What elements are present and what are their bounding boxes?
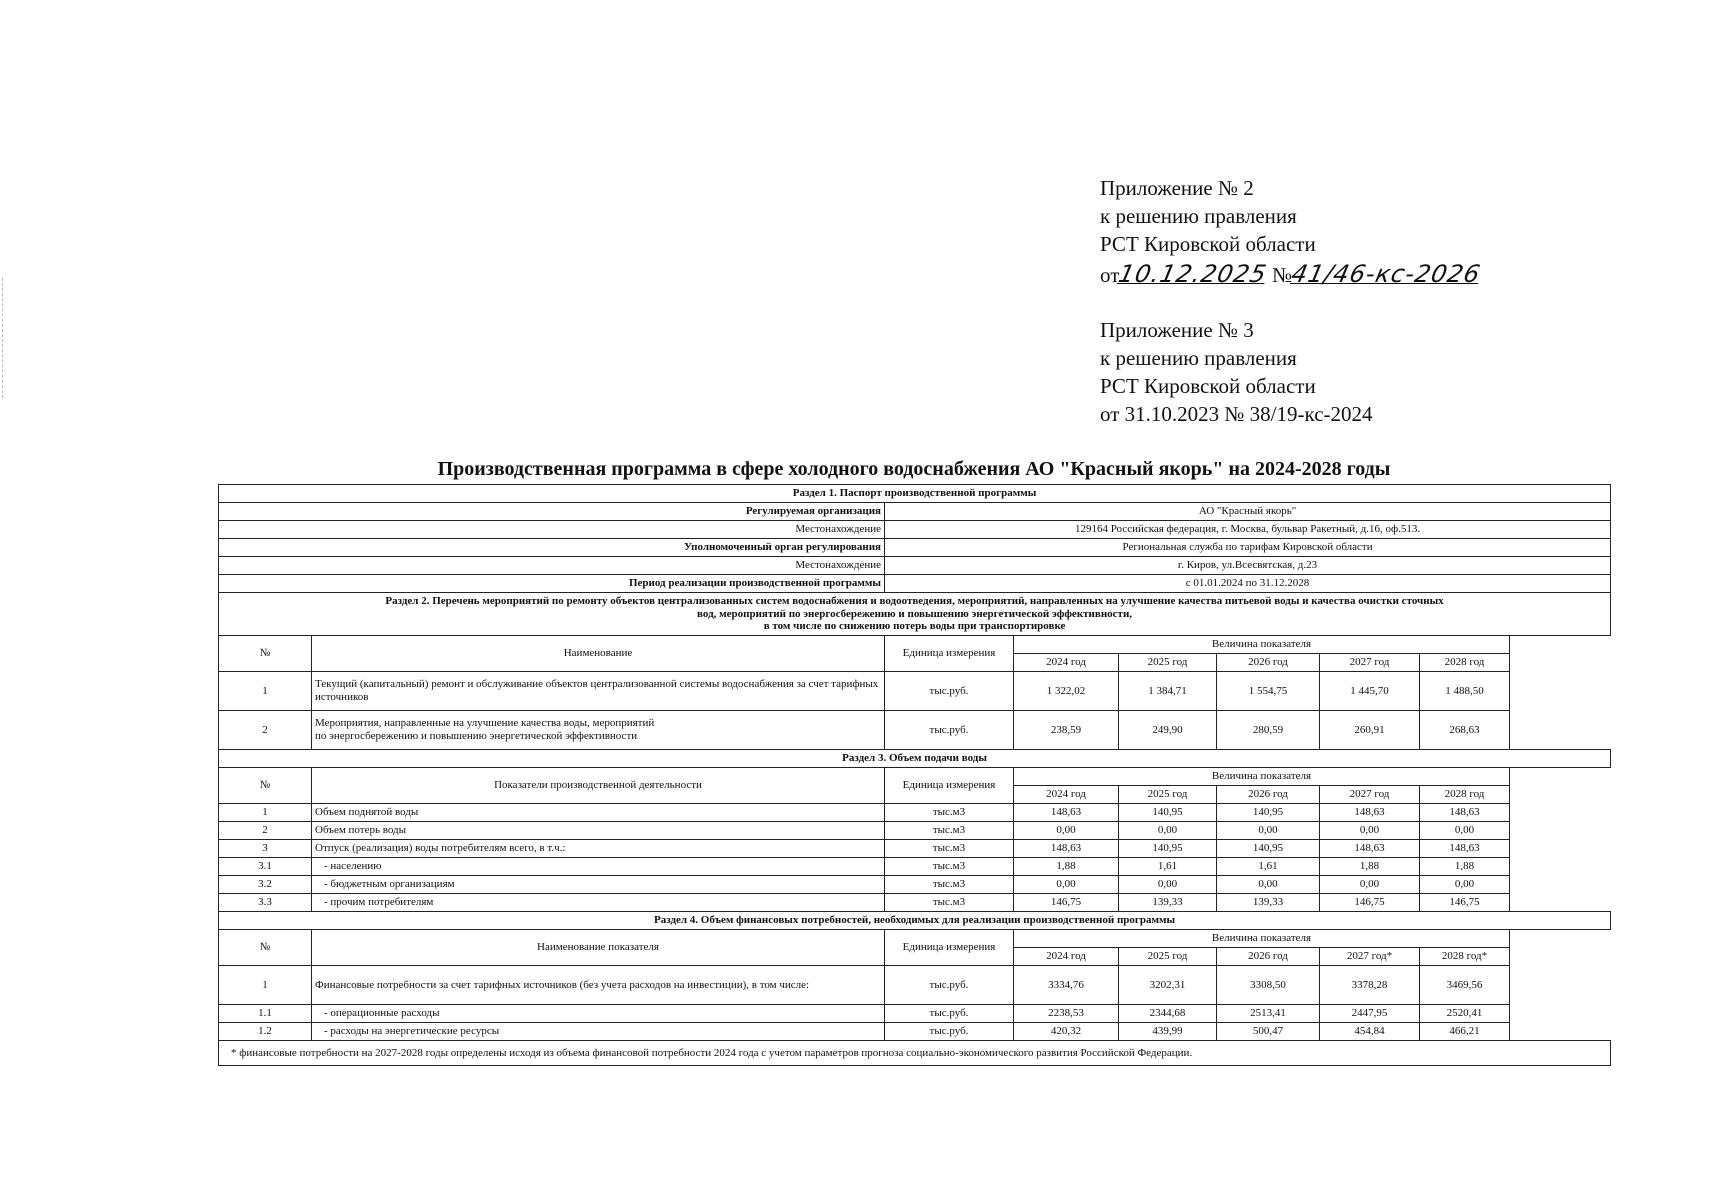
row-value: 3378,28 (1320, 965, 1420, 1004)
row-name: - прочим потребителям (312, 893, 885, 911)
row-name: - бюджетным организациям (312, 875, 885, 893)
scan-edge-mark (2, 278, 4, 398)
table-row (219, 965, 1611, 1004)
footnote-row (219, 1040, 1611, 1065)
section2-heading-row (219, 593, 1611, 636)
row-value: 146,75 (1320, 893, 1420, 911)
row-no: 1 (219, 671, 312, 710)
row-unit: тыс.руб. (885, 671, 1014, 710)
table-row (219, 839, 1611, 857)
appendix-current-line1: Приложение № 2 (1100, 176, 1254, 200)
row-name: Объем потерь воды (312, 821, 885, 839)
row-value: 420,32 (1014, 1022, 1119, 1040)
row-value: 0,00 (1420, 875, 1510, 893)
from-prefix: от (1100, 263, 1120, 287)
row-value: 268,63 (1420, 710, 1510, 749)
year-header: 2026 год (1217, 947, 1320, 965)
table-row (219, 1022, 1611, 1040)
row-value: 139,33 (1217, 893, 1320, 911)
appendix-current-line4 (1100, 262, 1721, 286)
row-value: 140,95 (1119, 803, 1217, 821)
row-value: 3334,76 (1014, 965, 1119, 1004)
row-value: 1,88 (1014, 857, 1119, 875)
row-name: Финансовые потребности за счет тарифных источников (без учета расходов на инвестиции), в том числе: (312, 965, 885, 1004)
row-value: 1 445,70 (1320, 671, 1420, 710)
row-name-line1: Мероприятия, направленные на улучшение качества воды, мероприятий (315, 717, 655, 730)
row-value: 0,00 (1014, 875, 1119, 893)
appendix-original-line4: от 31.10.2023 № 38/19-кс-2024 (1100, 402, 1373, 426)
row-value: 0,00 (1420, 821, 1510, 839)
passport-value: АО "Красный якорь" (885, 503, 1611, 521)
appendix-current-line3: РСТ Кировской области (1100, 232, 1316, 256)
passport-value: 129164 Российская федерация, г. Москва, бульвар Ракетный, д.16, оф.513. (885, 521, 1611, 539)
row-unit: тыс.м3 (885, 893, 1014, 911)
passport-row (219, 539, 1611, 557)
row-value: 3308,50 (1217, 965, 1320, 1004)
row-value: 1,61 (1217, 857, 1320, 875)
row-value: 2513,41 (1217, 1004, 1320, 1022)
passport-row (219, 521, 1611, 539)
row-unit: тыс.м3 (885, 803, 1014, 821)
row-value: 1,88 (1420, 857, 1510, 875)
row-value: 148,63 (1014, 803, 1119, 821)
table-row (219, 803, 1611, 821)
col-header-name: Показатели производственной деятельности (312, 767, 885, 803)
col-header-value: Величина показателя (1014, 635, 1510, 653)
row-value: 0,00 (1119, 875, 1217, 893)
row-value: 0,00 (1217, 875, 1320, 893)
handwritten-date: 10.12.2025 (1116, 260, 1270, 288)
year-header: 2026 год (1217, 785, 1320, 803)
appendix-original-line3: РСТ Кировской области (1100, 374, 1316, 398)
row-value: 500,47 (1217, 1022, 1320, 1040)
row-value: 1,88 (1320, 857, 1420, 875)
row-value: 2520,41 (1420, 1004, 1510, 1022)
year-header: 2024 год (1014, 653, 1119, 671)
section2-heading (219, 593, 1611, 636)
year-header: 2025 год (1119, 947, 1217, 965)
passport-label: Местонахождение (219, 521, 885, 539)
row-value: 466,21 (1420, 1022, 1510, 1040)
handwritten-number: 41/46-кс-2026 (1289, 260, 1484, 288)
row-no: 1 (219, 965, 312, 1004)
appendix-current-block (1100, 178, 1721, 293)
passport-value: г. Киров, ул.Всесвятская, д.23 (885, 557, 1611, 575)
row-name-line2: по энергосбережению и повышению энергетической эффективности (315, 729, 638, 742)
col-header-no: № (219, 635, 312, 671)
row-value: 0,00 (1217, 821, 1320, 839)
section4-heading: Раздел 4. Объем финансовых потребностей, необходимых для реализации производственной программы (219, 911, 1611, 929)
col-header-unit: Единица измерения (885, 635, 1014, 671)
row-value: 3202,31 (1119, 965, 1217, 1004)
row-value: 3469,56 (1420, 965, 1510, 1004)
appendix-original-line2: к решению правления (1100, 346, 1297, 370)
row-value: 238,59 (1014, 710, 1119, 749)
row-name: - расходы на энергетические ресурсы (312, 1022, 885, 1040)
row-no: 3 (219, 839, 312, 857)
row-value: 148,63 (1420, 803, 1510, 821)
row-value: 0,00 (1014, 821, 1119, 839)
row-unit: тыс.руб. (885, 710, 1014, 749)
section2-header-row (219, 635, 1611, 653)
row-name: Отпуск (реализация) воды потребителям всего, в т.ч.: (312, 839, 885, 857)
table-row (219, 1004, 1611, 1022)
row-value: 2238,53 (1014, 1004, 1119, 1022)
row-value: 140,95 (1119, 839, 1217, 857)
passport-label: Местонахождение (219, 557, 885, 575)
footnote: * финансовые потребности на 2027-2028 годы определены исходя из объема финансовой потребности 2024 года с учетом параметров прогноза социально-экономического развития Российской Федерации. (219, 1040, 1611, 1065)
year-header: 2027 год* (1320, 947, 1420, 965)
row-name: - операционные расходы (312, 1004, 885, 1022)
passport-row (219, 575, 1611, 593)
row-value: 2344,68 (1119, 1004, 1217, 1022)
section2-heading-line2: вод, мероприятий по энергосбережению и повышению энергетической эффективности, (697, 607, 1133, 620)
table-row (219, 857, 1611, 875)
section2-heading-line1: Раздел 2. Перечень мероприятий по ремонту объектов централизованных систем водоснабжения и водоотведения, мероприятий, направленных на улучшение качества питьевой воды и качества очистки сточных (385, 595, 1444, 607)
row-no: 3.3 (219, 893, 312, 911)
row-value: 1 322,02 (1014, 671, 1119, 710)
col-header-no: № (219, 767, 312, 803)
section4-header-row (219, 929, 1611, 947)
document-title: Производственная программа в сфере холодного водоснабжения АО "Красный якорь" на 2024-2028 годы (437, 458, 1391, 480)
table-row (219, 821, 1611, 839)
passport-value: Региональная служба по тарифам Кировской области (885, 539, 1611, 557)
col-header-no: № (219, 929, 312, 965)
row-unit: тыс.м3 (885, 839, 1014, 857)
row-name: Текущий (капитальный) ремонт и обслуживание объектов централизованной системы водоснабжения за счет тарифных источников (312, 671, 885, 710)
passport-row (219, 557, 1611, 575)
section3-heading-row (219, 749, 1611, 767)
passport-label: Период реализации производственной программы (219, 575, 885, 593)
passport-row (219, 503, 1611, 521)
row-value: 1 488,50 (1420, 671, 1510, 710)
number-prefix: № (1272, 263, 1293, 287)
row-value: 140,95 (1217, 839, 1320, 857)
row-value: 1,61 (1119, 857, 1217, 875)
row-value: 146,75 (1420, 893, 1510, 911)
section2-heading-line3: в том числе по снижению потерь воды при транспортировке (763, 620, 1066, 633)
section3-heading: Раздел 3. Объем подачи воды (219, 749, 1611, 767)
row-value: 249,90 (1119, 710, 1217, 749)
col-header-name: Наименование показателя (312, 929, 885, 965)
row-unit: тыс.руб. (885, 1004, 1014, 1022)
row-value: 280,59 (1217, 710, 1320, 749)
row-value: 148,63 (1014, 839, 1119, 857)
row-unit: тыс.м3 (885, 875, 1014, 893)
year-header: 2025 год (1119, 785, 1217, 803)
col-header-name: Наименование (312, 635, 885, 671)
passport-value: с 01.01.2024 по 31.12.2028 (885, 575, 1611, 593)
row-value: 139,33 (1119, 893, 1217, 911)
row-name: - населению (312, 857, 885, 875)
passport-label: Регулируемая организация (219, 503, 885, 521)
section1-heading-row (219, 485, 1611, 503)
year-header: 2026 год (1217, 653, 1320, 671)
year-header: 2024 год (1014, 785, 1119, 803)
table-row (219, 671, 1611, 710)
row-value: 146,75 (1014, 893, 1119, 911)
row-no: 3.1 (219, 857, 312, 875)
year-header: 2028 год (1420, 653, 1510, 671)
section4-heading-row (219, 911, 1611, 929)
row-no: 1.1 (219, 1004, 312, 1022)
section1-heading: Раздел 1. Паспорт производственной программы (219, 485, 1611, 503)
row-value: 1 384,71 (1119, 671, 1217, 710)
row-value: 0,00 (1320, 821, 1420, 839)
year-header: 2024 год (1014, 947, 1119, 965)
year-header: 2025 год (1119, 653, 1217, 671)
row-no: 3.2 (219, 875, 312, 893)
col-header-unit: Единица измерения (885, 767, 1014, 803)
row-value: 148,63 (1320, 839, 1420, 857)
table-row (219, 875, 1611, 893)
row-no: 2 (219, 821, 312, 839)
row-value: 2447,95 (1320, 1004, 1420, 1022)
appendix-original-line1: Приложение № 3 (1100, 318, 1254, 342)
col-header-value: Величина показателя (1014, 929, 1510, 947)
row-unit: тыс.руб. (885, 1022, 1014, 1040)
row-value: 148,63 (1320, 803, 1420, 821)
year-header: 2027 год (1320, 785, 1420, 803)
col-header-value: Величина показателя (1014, 767, 1510, 785)
row-value: 0,00 (1320, 875, 1420, 893)
year-header: 2028 год (1420, 785, 1510, 803)
row-unit: тыс.м3 (885, 821, 1014, 839)
passport-label: Уполномоченный орган регулирования (219, 539, 885, 557)
col-header-unit: Единица измерения (885, 929, 1014, 965)
year-header: 2028 год* (1420, 947, 1510, 965)
table-row (219, 710, 1611, 749)
row-value: 1 554,75 (1217, 671, 1320, 710)
row-value: 0,00 (1119, 821, 1217, 839)
row-value: 439,99 (1119, 1022, 1217, 1040)
row-name: Объем поднятой воды (312, 803, 885, 821)
row-value: 140,95 (1217, 803, 1320, 821)
section3-header-row (219, 767, 1611, 785)
row-value: 148,63 (1420, 839, 1510, 857)
program-table (218, 484, 1611, 1066)
appendix-current-line2: к решению правления (1100, 204, 1297, 228)
row-no: 1 (219, 803, 312, 821)
row-unit: тыс.руб. (885, 965, 1014, 1004)
row-no: 2 (219, 710, 312, 749)
row-unit: тыс.м3 (885, 857, 1014, 875)
year-header: 2027 год (1320, 653, 1420, 671)
row-name (312, 710, 885, 749)
table-row (219, 893, 1611, 911)
appendix-original-block (1100, 320, 1721, 432)
row-value: 454,84 (1320, 1022, 1420, 1040)
row-no: 1.2 (219, 1022, 312, 1040)
row-value: 260,91 (1320, 710, 1420, 749)
